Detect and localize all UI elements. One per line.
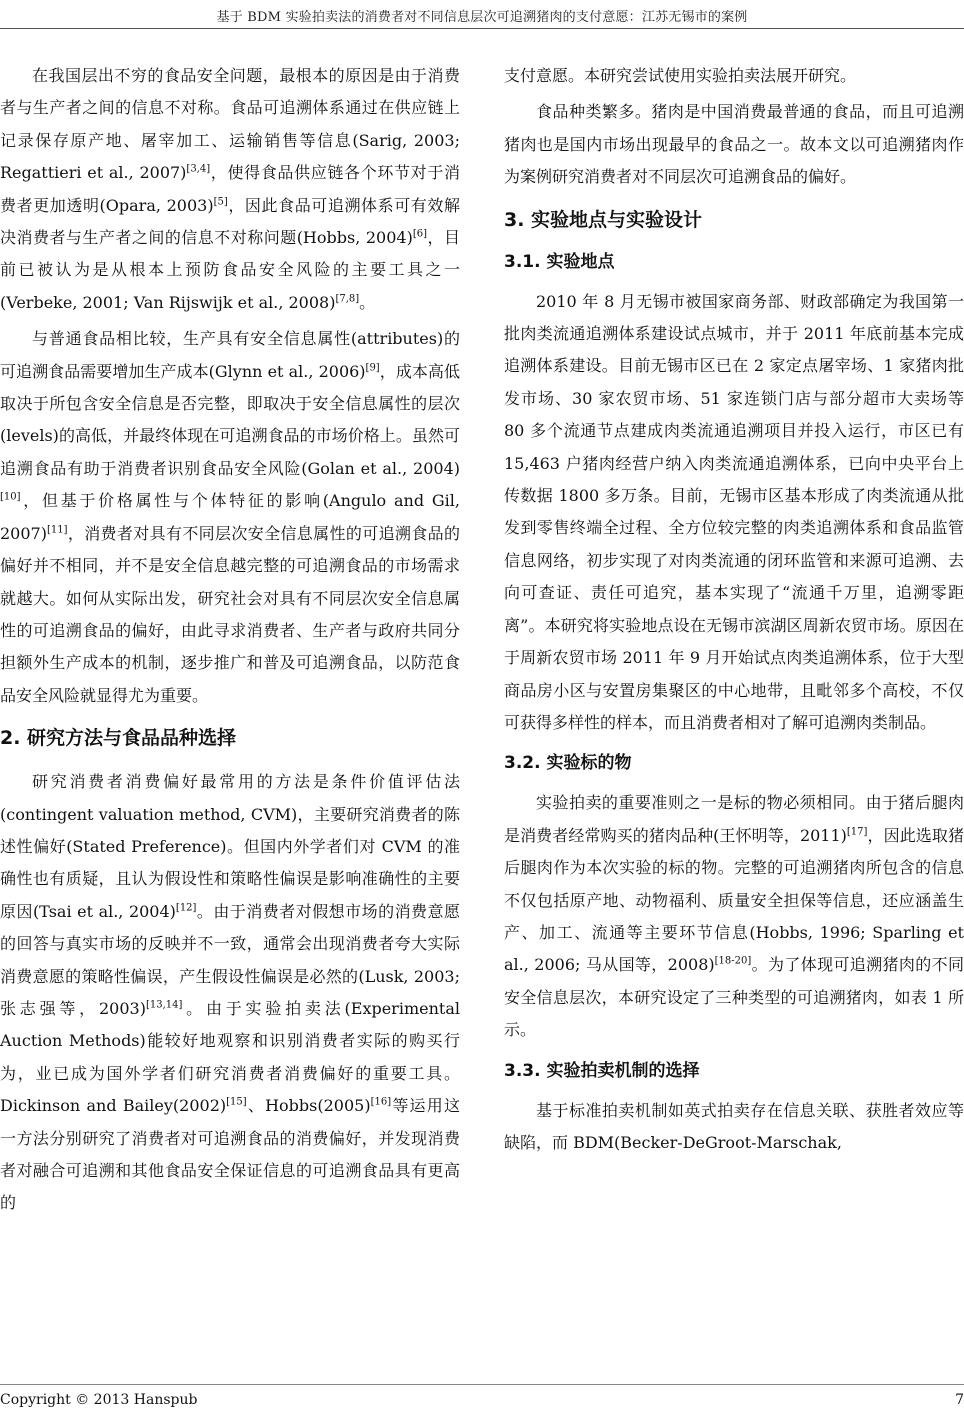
- right-column: [504, 60, 964, 1163]
- left-column: [0, 60, 460, 1224]
- subsection-heading-3-1: 3.1. 实验地点: [504, 251, 615, 272]
- subsection-heading-3-3: 3.3. 实验拍卖机制的选择: [504, 1060, 700, 1081]
- paragraph-continuation: 支付意愿。本研究尝试使用实验拍卖法展开研究。: [504, 66, 857, 85]
- section-heading-3: 3. 实验地点与实验设计: [504, 208, 703, 231]
- subsection-heading-3-2: 3.2. 实验标的物: [504, 753, 632, 774]
- footer-rule: [0, 1384, 964, 1385]
- paragraph-auction-mechanism: 基于标准拍卖机制如英式拍卖存在信息关联、获胜者效应等缺陷，而 BDM(Becker-DeGroot-Marschak,: [504, 1100, 964, 1152]
- footer-copyright: Copyright © 2013 Hanspub: [0, 1392, 198, 1408]
- paragraph-auction-object: 实验拍卖的重要准则之一是标的物必须相同。由于猪后腿肉是消费者经常购买的猪肉品种(王怀明等，2011)[17]，因此选取猪后腿肉作为本次实验的标的物。完整的可追溯猪肉所包含的信息不仅包括原产地、动物福利、质量安全担保等信息，还应涵盖生产、加工、流通等主要环节信息(Hobbs, 1996; Sparling et al., 2006; 马从国等，2008)[18-20]。为了体现可追溯猪肉的不同安全信息层次，本研究设定了三种类型的可追溯猪肉，如表 1 所示。: [504, 793, 964, 1040]
- paragraph-experiment-site: 2010 年 8 月无锡市被国家商务部、财政部确定为我国第一批肉类流通追溯体系建设试点城市，并于 2011 年底前基本完成追溯体系建设。目前无锡市区已在 2 家定点屠宰场、1 家猪肉批发市场、30 家农贸市场、51 家连锁门店与部分超市大卖场等 80 多个流通节点建成肉类流通追溯项目并投入运行，市区已有 15,463 户猪肉经营户纳入肉类流通追溯体系，已向中央平台上传数据 1800 多万条。目前，无锡市区基本形成了肉类流通从批发到零售终端全过程、全方位较完整的肉类追溯体系和食品监管信息网络，初步实现了对肉类流通的闭环监管和来源可追溯、去向可查证、责任可追究，基本实现了“流通千万里，追溯零距离”。本研究将实验地点设在无锡市滨湖区周新农贸市场。原因在于周新农贸市场 2011 年 9 月开始试点肉类追溯体系，位于大型商品房小区与安置房集聚区的中心地带，且毗邻多个高校，不仅可获得多样性的样本，而且消费者相对了解可追溯肉类制品。: [504, 291, 964, 732]
- footer-page-number: 7: [955, 1392, 964, 1408]
- paragraph-food-choice: 食品种类繁多。猪肉是中国消费最普通的食品，而且可追溯猪肉也是国内市场出现最早的食品之一。故本文以可追溯猪肉作为案例研究消费者对不同层次可追溯食品的偏好。: [504, 102, 964, 187]
- running-header: 基于 BDM 实验拍卖法的消费者对不同信息层次可追溯猪肉的支付意愿：江苏无锡市的案例: [216, 10, 748, 25]
- paragraph-traceable-food-cost: 与普通食品相比较，生产具有安全信息属性(attributes)的可追溯食品需要增加生产成本(Glynn et al., 2006)[9]，成本高低取决于所包含安全信息是否完整，即取决于安全信息属性的层次(levels)的高低，并最终体现在可追溯食品的市场价格上。虽然可追溯食品有助于消费者识别食品安全风险(Golan et al., 2004)[10]，但基于价格属性与个体特征的影响(Angulo and Gil, 2007)[11]，消费者对具有不同层次安全信息属性的可追溯食品的偏好并不相同，并不是安全信息越完整的可追溯食品的市场需求就越大。如何从实际出发，研究社会对具有不同层次安全信息属性的可追溯食品的偏好，由此寻求消费者、生产者与政府共同分担额外生产成本的机制，逐步推广和普及可追溯食品，以防范食品安全风险就显得尤为重要。: [0, 329, 460, 705]
- header-rule: [0, 28, 964, 29]
- paragraph-research-method: 研究消费者消费偏好最常用的方法是条件价值评估法(contingent valuation method, CVM)，主要研究消费者的陈述性偏好(Stated Preference)。但国内外学者们对 CVM 的准确性也有质疑，且认为假设性和策略性偏误是影响准确性的主要原因(Tsai et al., 2004)[12]。由于消费者对假想市场的消费意愿的回答与真实市场的反映并不一致，通常会出现消费者夸大实际消费意愿的策略性偏误，产生假设性偏误是必然的(Lusk, 2003; 张志强等，2003)[13,14]。由于实验拍卖法(Experimental Auction Methods)能较好地观察和识别消费者实际的购买行为，业已成为国外学者们研究消费者消费偏好的重要工具。Dickinson and Bailey(2002)[15]、Hobbs(2005)[16]等运用这一方法分别研究了消费者对可追溯食品的消费偏好，并发现消费者对融合可追溯和其他食品安全保证信息的可追溯食品具有更高的: [0, 772, 460, 1213]
- paragraph-information-asymmetry: 在我国层出不穷的食品安全问题，最根本的原因是由于消费者与生产者之间的信息不对称。食品可追溯体系通过在供应链上记录保存原产地、屠宰加工、运输销售等信息(Sarig, 2003; Regattieri et al., 2007)[3,4]，使得食品供应链各个环节对于消费者更加透明(Opara, 2003)[5]，因此食品可追溯体系可有效解决消费者与生产者之间的信息不对称问题(Hobbs, 2004)[6]，目前已被认为是从根本上预防食品安全风险的主要工具之一(Verbeke, 2001; Van Rijswijk et al., 2008)[7,8]。: [0, 66, 460, 312]
- section-heading-2: 2. 研究方法与食品品种选择: [0, 727, 237, 750]
